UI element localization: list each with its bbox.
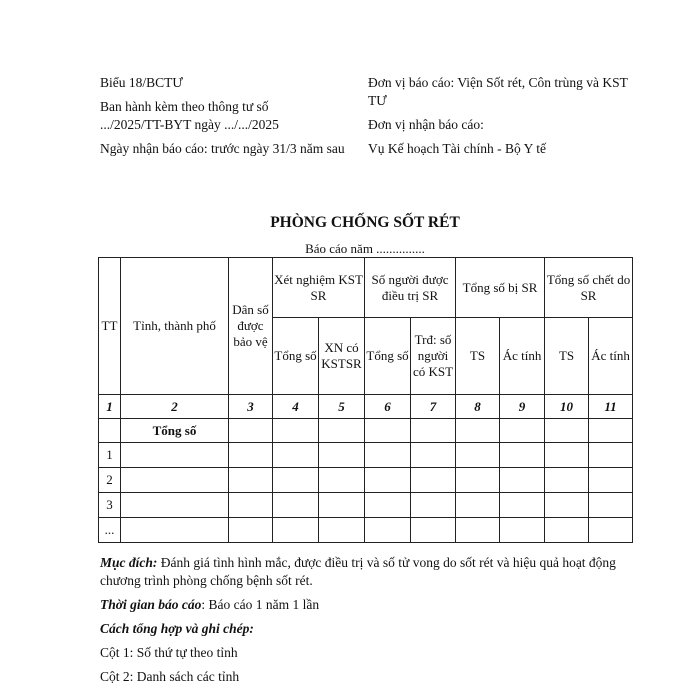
report-year-line: Báo cáo năm ...............: [305, 241, 425, 256]
table-row: [99, 493, 633, 518]
notes-section: [100, 554, 640, 692]
row-index: 3: [99, 493, 121, 518]
header-left: [100, 74, 362, 158]
col-number: 4: [273, 395, 319, 419]
issued-line-2: .../2025/TT-BYT ngày .../.../2025: [100, 117, 279, 132]
row-index: 1: [99, 443, 121, 468]
sub-deaths-severe: Ác tính: [589, 318, 633, 395]
purpose-label: Mục đích:: [100, 555, 158, 570]
col-number: 6: [365, 395, 411, 419]
sub-cases-severe: Ác tính: [500, 318, 545, 395]
col-number: 7: [411, 395, 456, 419]
col2-note: Cột 2: Danh sách các tỉnh: [100, 669, 240, 684]
header-population: Dân số được bảo vệ: [229, 258, 273, 395]
sub-test-total: Tổng số: [273, 318, 319, 395]
purpose-text: Đánh giá tình hình mắc, được điều trị và số tử vong do sốt rét và hiệu quả hoạt động chương trình phòng chống bệnh sốt rét.: [100, 555, 616, 588]
receiving-unit-label: Đơn vị nhận báo cáo:: [368, 117, 484, 132]
malaria-report-table: [98, 257, 633, 543]
receiving-unit: Vụ Kế hoạch Tài chính - Bộ Y tế: [368, 141, 546, 156]
table-row: [99, 518, 633, 543]
header-deaths-group: Tổng số chết do SR: [545, 258, 633, 318]
row-index: ...: [99, 518, 121, 543]
sub-test-positive: XN có KSTSR: [319, 318, 365, 395]
header-province: Tỉnh, thành phố: [121, 258, 229, 395]
row-index: 2: [99, 468, 121, 493]
sub-cases-ts: TS: [456, 318, 500, 395]
sub-treat-total: Tổng số: [365, 318, 411, 395]
header-cases-group: Tổng số bị SR: [456, 258, 545, 318]
form-code: Biểu 18/BCTƯ: [100, 75, 183, 90]
table-row: [99, 443, 633, 468]
time-label: Thời gian báo cáo: [100, 597, 202, 612]
header-tt: TT: [99, 258, 121, 395]
col-number: 10: [545, 395, 589, 419]
header-test-group: Xét nghiệm KST SR: [273, 258, 365, 318]
purpose-paragraph: [100, 554, 640, 590]
col-number: 1: [99, 395, 121, 419]
time-paragraph: [100, 596, 640, 614]
total-label: Tổng số: [121, 419, 229, 443]
reporting-unit: Đơn vị báo cáo: Viện Sốt rét, Côn trùng và KST TƯ: [368, 75, 628, 108]
col-number: 9: [500, 395, 545, 419]
col-number: 5: [319, 395, 365, 419]
table-row: [99, 468, 633, 493]
total-row: [99, 419, 633, 443]
col-number: 11: [589, 395, 633, 419]
col-number: 2: [121, 395, 229, 419]
header-treated-group: Số người được điều trị SR: [365, 258, 456, 318]
col1-note: Cột 1: Số thứ tự theo tỉnh: [100, 645, 238, 660]
report-title: PHÒNG CHỐNG SỐT RÉT: [270, 214, 460, 231]
sub-treat-kst: Trđ: số người có KST: [411, 318, 456, 395]
issued-line-1: Ban hành kèm theo thông tư số: [100, 99, 269, 114]
method-label: Cách tổng hợp và ghi chép:: [100, 621, 254, 636]
header-right: [368, 74, 648, 158]
col-number: 3: [229, 395, 273, 419]
col-number: 8: [456, 395, 500, 419]
time-text: : Báo cáo 1 năm 1 lần: [201, 597, 320, 612]
due-date: Ngày nhận báo cáo: trước ngày 31/3 năm sau: [100, 141, 345, 156]
sub-deaths-ts: TS: [545, 318, 589, 395]
